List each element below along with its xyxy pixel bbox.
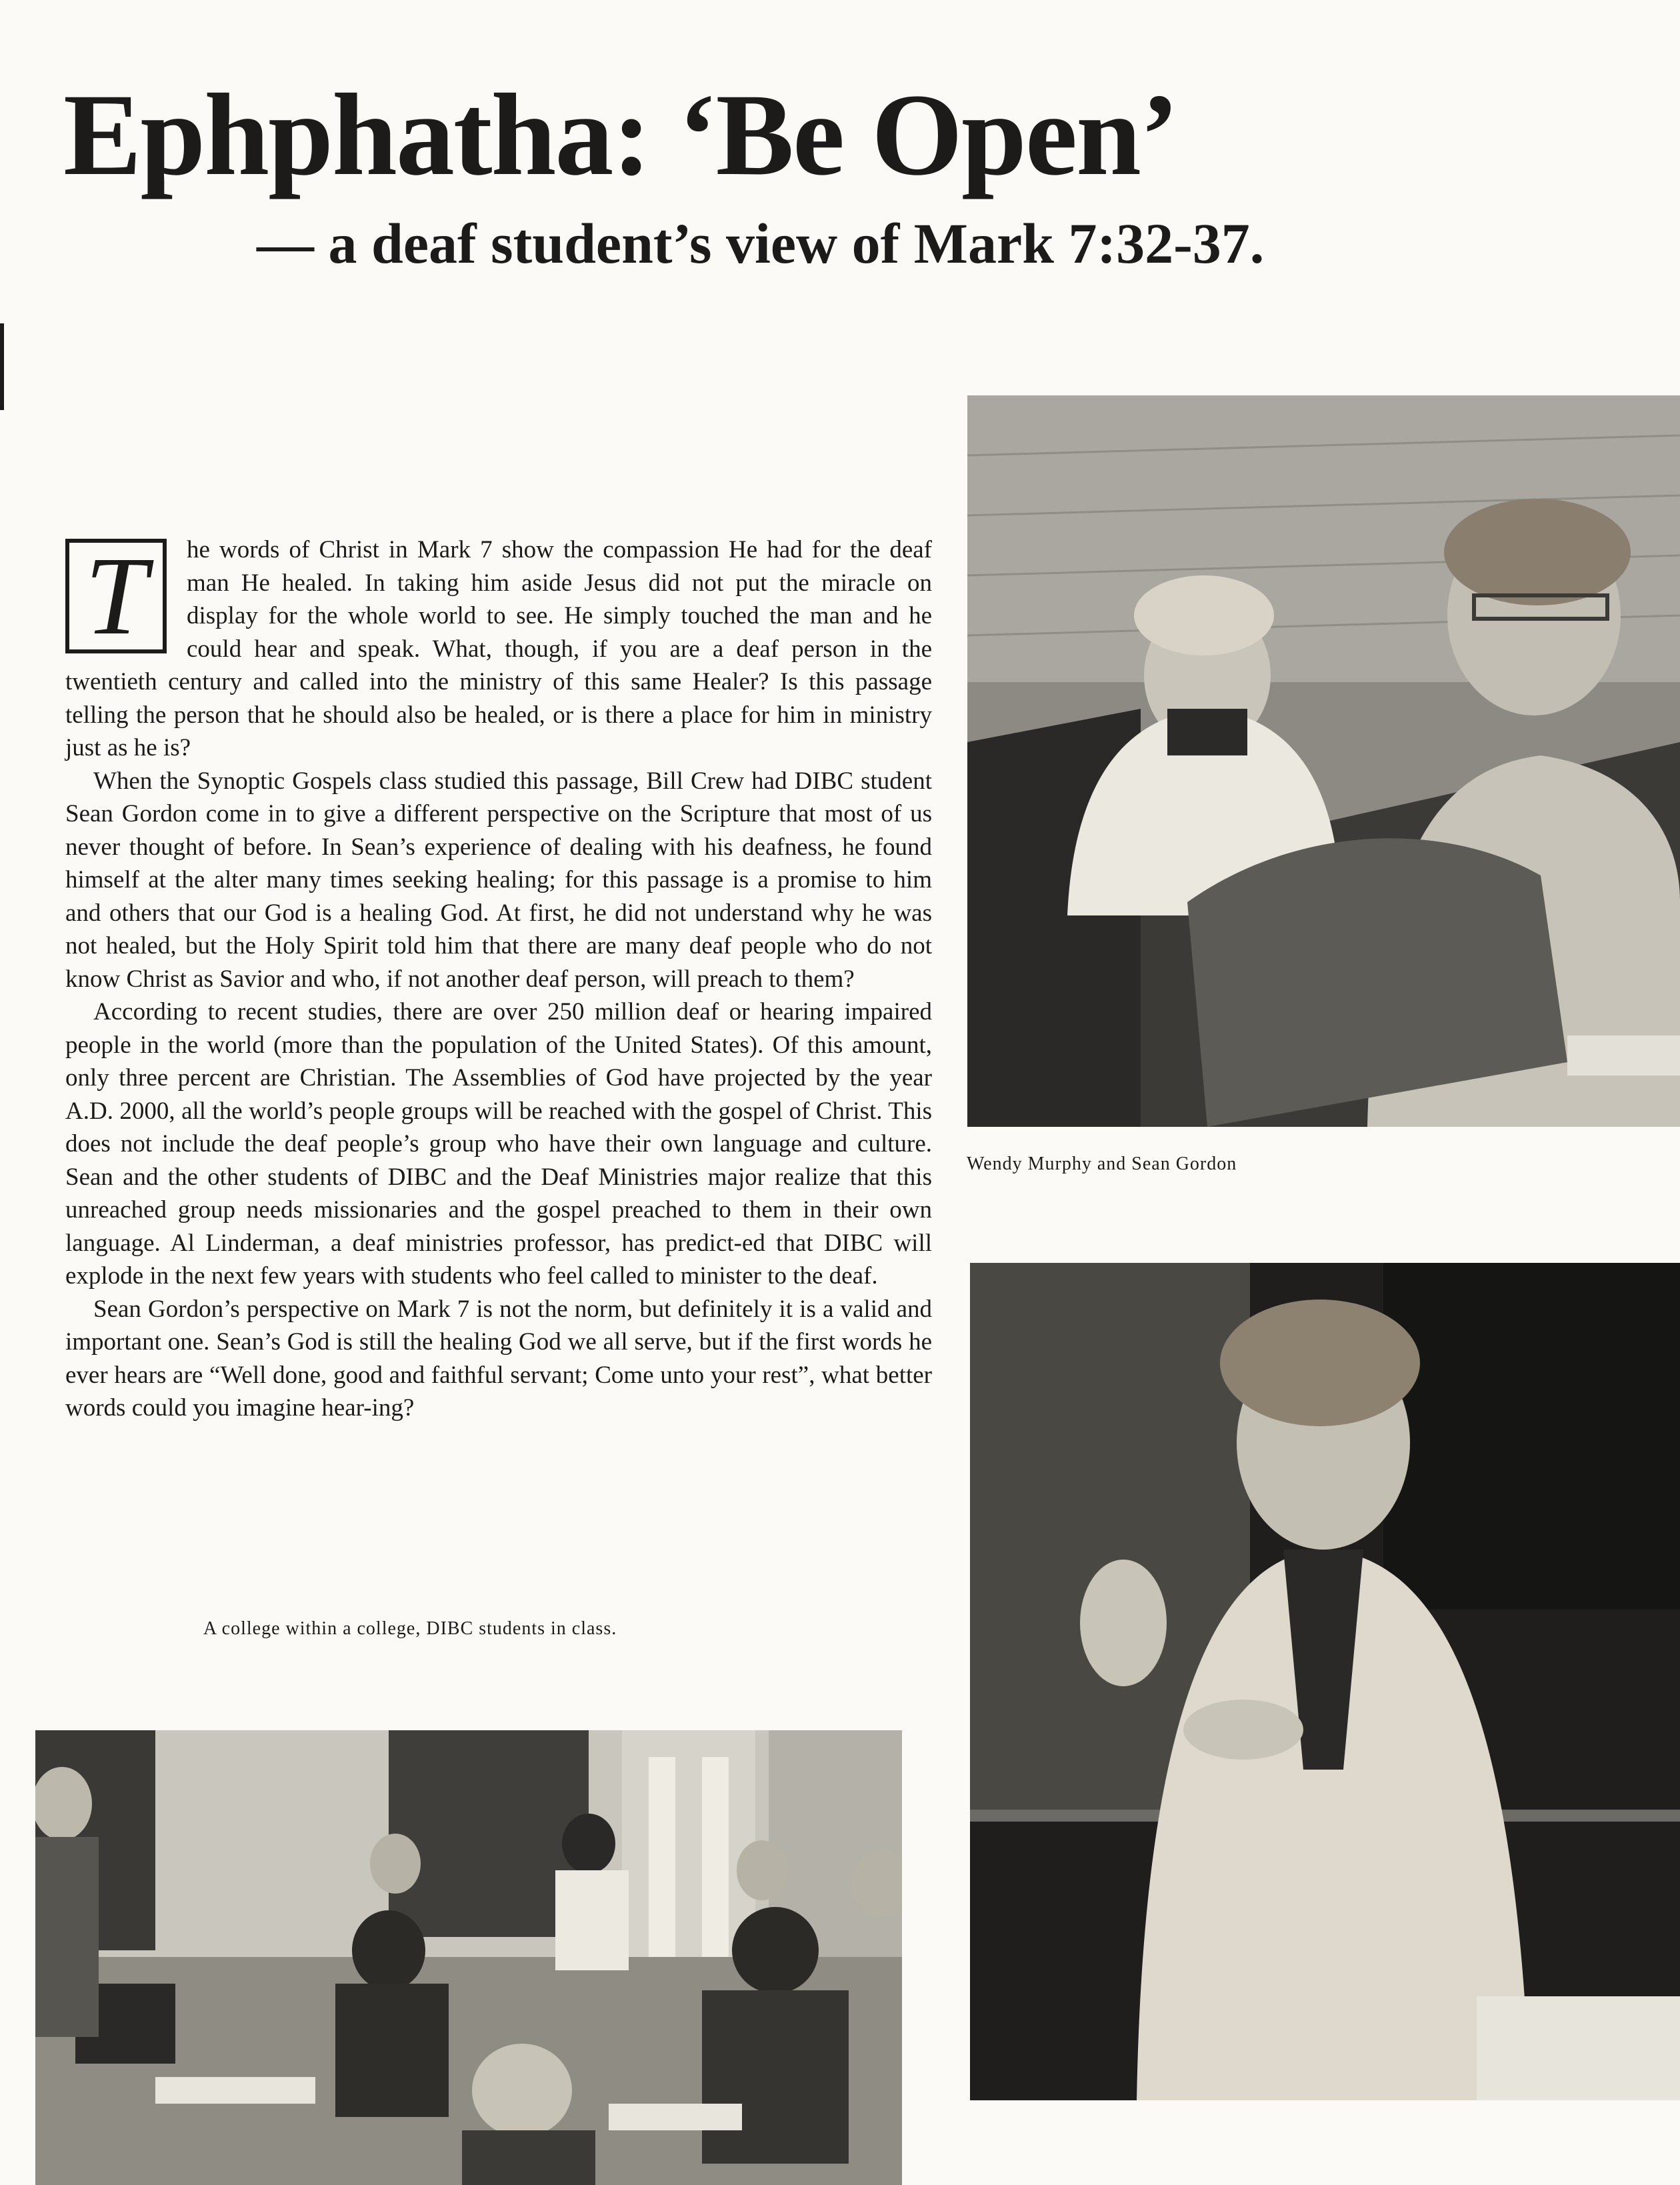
article-title: Ephphatha: ‘Be Open’ [63, 70, 1178, 200]
photo-caption: Wendy Murphy and Sean Gordon [967, 1154, 1237, 1174]
drop-cap: T [65, 539, 167, 653]
photo-classroom [35, 1730, 902, 2185]
photo-wendy-and-sean [967, 395, 1680, 1127]
photo-illustration [970, 1263, 1680, 2100]
margin-rule [0, 323, 4, 410]
photo-caption: A college within a college, DIBC students in class. [203, 1618, 617, 1639]
photo-instructor-signing [970, 1263, 1680, 2100]
article-paragraph: Sean Gordon’s perspective on Mark 7 is not the norm, but definitely it is a valid and important one. Sean’s God is still the healing God we all serve, but if the first words he ever hears are “Well done, good and faithful servant; Come unto your rest”, what better words could you imagine hear-ing? [65, 1295, 932, 1422]
article-body [65, 533, 932, 1425]
paragraph-text: he words of Christ in Mark 7 show the compassion He had for the deaf man He healed. In taking him aside Jesus did not put the miracle on display for the whole world to see. He simply touched the man and he could hear and speak. What, though, if you are a deaf person in the twentieth century and called into the ministry of this same Healer? Is this passage telling the person that he should also be healed, or is there a place for him in ministry just as he is? [65, 536, 932, 761]
article-paragraph: When the Synoptic Gospels class studied this passage, Bill Crew had DIBC student Sean Gordon come in to give a different perspective on the Scripture that most of us never thought of before. In Sean’s experience of dealing with his deafness, he found himself at the alter many times seeking healing; for this passage is a promise to him and others that our God is a healing God. At first, he did not understand why he was not healed, but the Holy Spirit told him that there are many deaf people who do not know Christ as Savior and who, if not another deaf person, will preach to them? [65, 767, 932, 993]
photo-illustration [35, 1730, 902, 2185]
article-paragraph [65, 533, 932, 765]
photo-illustration [967, 395, 1680, 1127]
article-paragraph: According to recent studies, there are over 250 million deaf or hearing impaired people in the world (more than the population of the United States). Of this amount, only three percent are Christian. The Assemblies of God have projected by the year A.D. 2000, all the world’s people groups will be reached with the gospel of Christ. This does not include the deaf people’s group who have their own language and culture. Sean and the other students of DIBC and the Deaf Ministries major realize that this unreached group needs missionaries and the gospel preached to them in their own language. Al Linderman, a deaf ministries professor, has predict-ed that DIBC will explode in the next few years with students who feel called to minister to the deaf. [65, 998, 932, 1290]
article-subtitle: — a deaf student’s view of Mark 7:32-37. [257, 211, 1265, 275]
